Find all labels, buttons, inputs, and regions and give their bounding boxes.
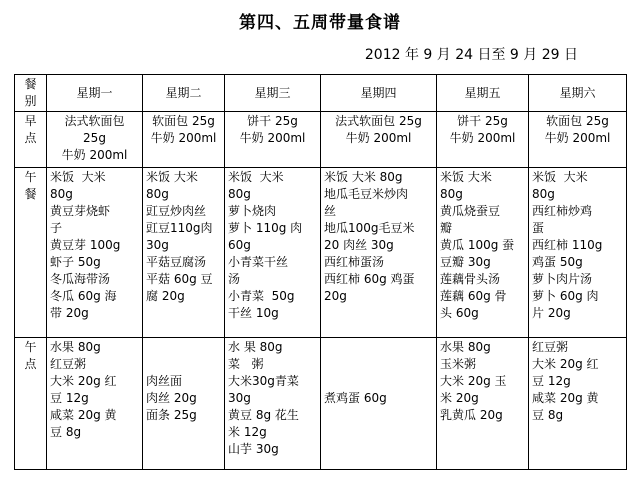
menu-line: 米 12g [228, 425, 267, 439]
menu-line: 黄豆芽 100g [50, 238, 121, 252]
menu-line: 咸菜 20g 黄 [50, 408, 117, 422]
menu-line: 30g [146, 238, 169, 252]
menu-line: 煮鸡蛋 60g [324, 391, 387, 405]
menu-cell [529, 338, 627, 470]
menu-line: 法式软面包 [64, 114, 125, 128]
meal-header-text: 别 [24, 94, 37, 108]
menu-line: 干丝 10g [228, 306, 279, 320]
menu-cell [225, 338, 321, 470]
meal-header-text: 餐 [24, 77, 37, 91]
menu-line: 大米 20g 红 [50, 374, 117, 388]
menu-line: 面条 25g [146, 408, 197, 422]
menu-cell [143, 112, 225, 168]
date-range: 2012 年 9 月 24 日至 9 月 29 日 [364, 47, 578, 63]
menu-line: 鸡蛋 50g [532, 255, 583, 269]
menu-line: 黄瓜 100g 蚕 [440, 238, 515, 252]
menu-line: 汤 [228, 272, 241, 286]
menu-line: 饼干 25g [247, 114, 298, 128]
menu-line: 腐 20g [146, 289, 185, 303]
menu-line: 米 20g [440, 391, 479, 405]
menu-cell [437, 112, 529, 168]
menu-line: 黄豆 8g 花生 [228, 408, 299, 422]
meal-label-text: 午 [24, 340, 37, 354]
day-header-cell [143, 75, 225, 112]
menu-cell [321, 168, 437, 338]
menu-line: 软面包 25g [152, 114, 215, 128]
menu-line: 小青菜 50g [228, 289, 295, 303]
menu-line: 80g [532, 187, 555, 201]
menu-line: 乳黄瓜 20g [440, 408, 503, 422]
menu-line: 西红柿炒鸡 [532, 204, 593, 218]
menu-line: 黄豆芽烧虾 [50, 204, 111, 218]
header-row [15, 75, 627, 112]
day-header-cell [321, 75, 437, 112]
menu-line: 红豆粥 [532, 340, 569, 354]
menu-line: 虾子 50g [50, 255, 101, 269]
menu-line: 软面包 25g [546, 114, 609, 128]
menu-line: 大米 20g 红 [532, 357, 599, 371]
menu-cell [529, 112, 627, 168]
menu-line: 西红柿 110g [532, 238, 603, 252]
menu-line: 西红柿 60g 鸡蛋 [324, 272, 415, 286]
menu-line: 头 60g [440, 306, 479, 320]
menu-cell [225, 112, 321, 168]
menu-cell [321, 338, 437, 470]
menu-line: 山芋 30g [228, 442, 279, 456]
menu-cell [47, 338, 143, 470]
menu-line: 米饭 大米 [228, 170, 284, 184]
menu-line: 菜 粥 [228, 357, 264, 371]
menu-line: 地瓜毛豆米炒肉 [324, 187, 409, 201]
menu-line: 西红柿蛋汤 [324, 255, 385, 269]
meal-row [15, 168, 627, 338]
menu-line: 80g [440, 187, 463, 201]
meal-label-text: 午 [24, 170, 37, 184]
menu-line: 平菇 60g 豆 [146, 272, 213, 286]
menu-line: 80g [146, 187, 169, 201]
menu-line: 水果 80g [50, 340, 101, 354]
menu-line: 萝卜肉片汤 [532, 272, 593, 286]
menu-line: 豆 12g [50, 391, 89, 405]
menu-line: 冬瓜 60g 海 [50, 289, 117, 303]
menu-line: 咸菜 20g 黄 [532, 391, 599, 405]
menu-line: 水 果 80g [228, 340, 283, 354]
menu-line: 豆 12g [532, 374, 571, 388]
menu-line: 80g [228, 187, 251, 201]
menu-line: 米饭 大米 [146, 170, 198, 184]
menu-line: 红豆粥 [50, 357, 87, 371]
menu-line: 30g [228, 391, 251, 405]
menu-line: 牛奶 200ml [150, 131, 217, 145]
meal-row [15, 112, 627, 168]
menu-line: 米饭 大米 [50, 170, 106, 184]
menu-line: 平菇豆腐汤 [146, 255, 207, 269]
menu-line: 瓣 [440, 221, 453, 235]
menu-line: 牛奶 200ml [345, 131, 412, 145]
menu-cell [437, 168, 529, 338]
menu-cell [143, 168, 225, 338]
menu-line: 牛奶 200ml [449, 131, 516, 145]
day-header-text: 星期六 [559, 85, 596, 100]
meal-label-text: 点 [24, 357, 37, 371]
menu-line: 子 [50, 221, 63, 235]
menu-cell [321, 112, 437, 168]
meal-label-text: 早 [24, 114, 37, 128]
menu-line: 米饭 大米 [532, 170, 588, 184]
meal-label-text: 餐 [24, 187, 37, 201]
day-header-text: 星期二 [165, 85, 202, 100]
menu-line: 米饭 大米 80g [324, 170, 403, 184]
day-header-text: 星期四 [360, 85, 397, 100]
menu-line: 法式软面包 25g [335, 114, 422, 128]
menu-line: 大米 20g 玉 [440, 374, 507, 388]
menu-line: 带 20g [50, 306, 89, 320]
menu-line: 豇豆110g肉 [146, 221, 213, 235]
menu-line: 水果 80g [440, 340, 491, 354]
menu-line: 80g [50, 187, 73, 201]
menu-line: 地瓜100g毛豆米 [324, 221, 415, 235]
menu-line: 玉米粥 [440, 357, 477, 371]
menu-line: 豆瓣 30g [440, 255, 491, 269]
menu-line: 肉丝面 [146, 374, 183, 388]
meal-header-cell [15, 75, 47, 112]
menu-cell [143, 338, 225, 470]
day-header-text: 星期五 [464, 85, 501, 100]
meal-label-cell [15, 338, 47, 470]
menu-line [324, 356, 433, 373]
menu-line: 莲藕骨头汤 [440, 272, 501, 286]
menu-line: 黄瓜烧蚕豆 [440, 204, 501, 218]
menu-line: 肉丝 20g [146, 391, 197, 405]
page-title: 第四、五周带量食谱 [239, 13, 401, 33]
day-header-text: 星期一 [76, 85, 113, 100]
day-header-cell [529, 75, 627, 112]
menu-line: 豇豆炒肉丝 [146, 204, 207, 218]
menu-cell [225, 168, 321, 338]
day-header-cell [47, 75, 143, 112]
meal-label-cell [15, 112, 47, 168]
menu-line: 25g [83, 131, 106, 145]
menu-line [324, 373, 433, 390]
menu-line: 冬瓜海带汤 [50, 272, 111, 286]
menu-line: 片 20g [532, 306, 571, 320]
menu-line: 莲藕 60g 骨 [440, 289, 507, 303]
menu-cell [437, 338, 529, 470]
menu-line: 蛋 [532, 221, 545, 235]
menu-line: 豆 8g [50, 425, 82, 439]
menu-line: 丝 [324, 204, 337, 218]
menu-line: 大米30g青菜 [228, 374, 299, 388]
menu-line: 牛奶 200ml [544, 131, 611, 145]
menu-line [146, 356, 221, 373]
menu-line: 牛奶 200ml [61, 148, 128, 162]
menu-line: 萝卜 110g 肉 [228, 221, 303, 235]
day-header-text: 星期三 [254, 85, 291, 100]
menu-cell [47, 168, 143, 338]
meal-label-text: 点 [24, 131, 37, 145]
day-header-cell [437, 75, 529, 112]
menu-line: 20g [324, 289, 347, 303]
menu-cell [529, 168, 627, 338]
meal-label-cell [15, 168, 47, 338]
menu-line: 米饭 大米 [440, 170, 492, 184]
menu-line: 豆 8g [532, 408, 564, 422]
menu-line: 20 肉丝 30g [324, 238, 394, 252]
menu-table [14, 74, 627, 470]
day-header-cell [225, 75, 321, 112]
menu-line: 萝卜烧肉 [228, 204, 277, 218]
menu-line: 牛奶 200ml [239, 131, 306, 145]
menu-line: 饼干 25g [457, 114, 508, 128]
menu-line: 萝卜 60g 肉 [532, 289, 599, 303]
menu-cell [47, 112, 143, 168]
meal-row [15, 338, 627, 470]
menu-line [324, 339, 433, 356]
menu-line: 小青菜干丝 [228, 255, 289, 269]
menu-line [146, 339, 221, 356]
menu-line: 60g [228, 238, 251, 252]
